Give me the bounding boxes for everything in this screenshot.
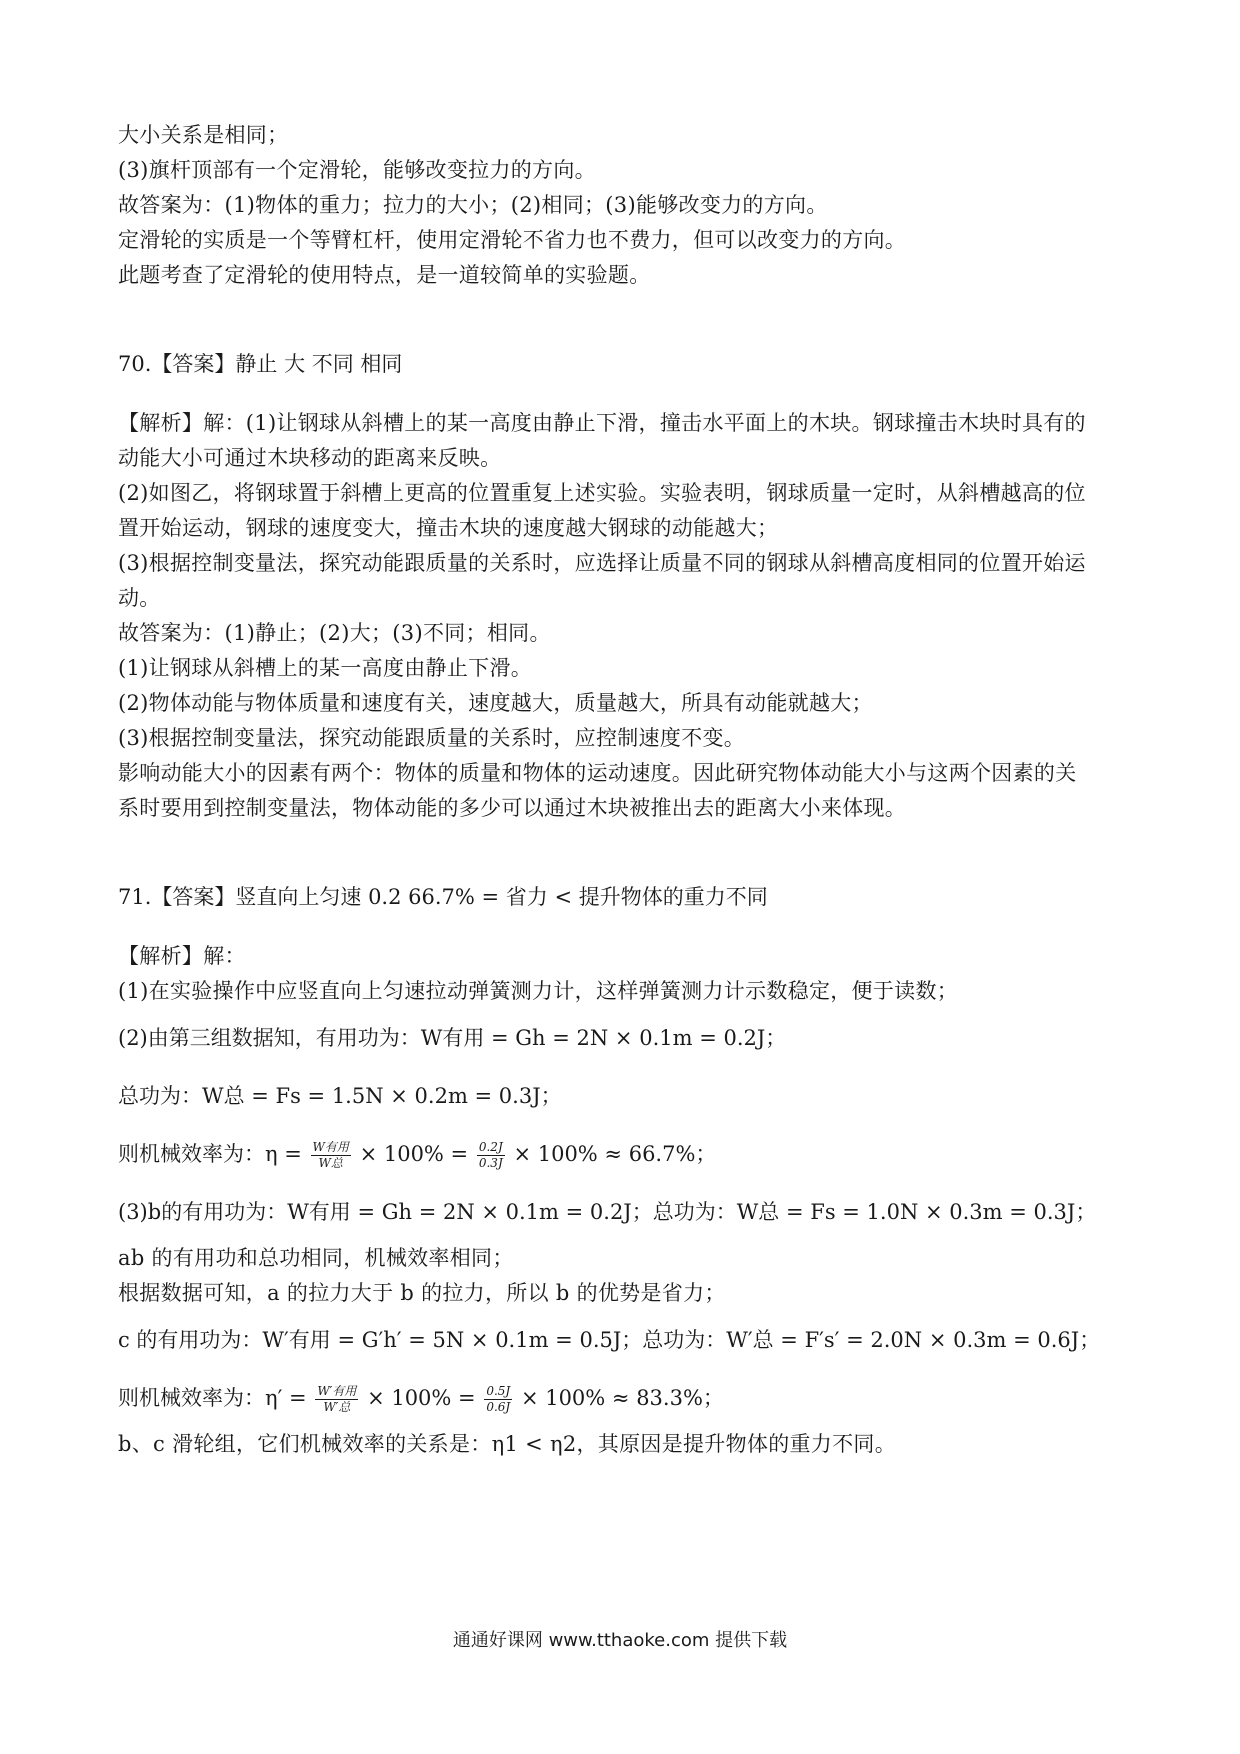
formula-middle: × 100% = (359, 1142, 469, 1166)
fraction-denominator: 0.3J (478, 1156, 503, 1170)
fraction-numerator: 0.2J (478, 1140, 503, 1154)
analysis-line: b、c 滑轮组，它们机械效率的关系是：η1 < η2，其原因是提升物体的重力不同。 (118, 1432, 897, 1456)
answer-71: 71.【答案】竖直向上匀速 0.2 66.7% = 省力 < 提升物体的重力不同 (118, 885, 768, 909)
fraction-numerator: 0.5J (486, 1384, 511, 1398)
text-line: (3)旗杆顶部有一个定滑轮，能够改变拉力的方向。 (118, 158, 596, 182)
formula-efficiency-c (118, 1369, 1128, 1427)
analysis-line: (3)根据控制变量法，探究动能跟质量的关系时，应控制速度不变。 (118, 726, 746, 750)
analysis-line: 动。 (118, 586, 161, 610)
fraction-denominator: 0.6J (486, 1400, 511, 1414)
fraction (315, 1384, 358, 1415)
page-footer: 通通好课网 www.tthaoke.com 提供下载 (452, 1630, 788, 1651)
analysis-heading: 【解析】解： (118, 944, 246, 968)
text-line: 故答案为：(1)物体的重力；拉力的大小；(2)相同；(3)能够改变力的方向。 (118, 193, 828, 217)
fraction-denominator: W′总 (323, 1400, 351, 1414)
analysis-line: (1)在实验操作中应竖直向上匀速拉动弹簧测力计，这样弹簧测力计示数稳定，便于读数； (118, 979, 959, 1003)
fraction-numerator: W有用 (312, 1140, 349, 1154)
analysis-line: 置开始运动，钢球的速度变大，撞击木块的速度越大钢球的动能越大； (118, 516, 779, 540)
analysis-line: 【解析】解：(1)让钢球从斜槽上的某一高度由静止下滑，撞击水平面上的木块。钢球撞击木块时具有的 (118, 411, 1086, 435)
fraction (311, 1140, 351, 1171)
analysis-line: ab 的有用功和总功相同，机械效率相同； (118, 1246, 514, 1270)
formula-total-work: 总功为：W总 = Fs = 1.5N × 0.2m = 0.3J； (118, 1084, 562, 1108)
fraction-denominator: W总 (318, 1156, 343, 1170)
analysis-line: (3)根据控制变量法，探究动能跟质量的关系时，应选择让质量不同的钢球从斜槽高度相同的位置开始运 (118, 551, 1086, 575)
formula-useful-work: (2)由第三组数据知，有用功为：W有用 = Gh = 2N × 0.1m = 0.2J； (118, 1026, 787, 1050)
analysis-line: 动能大小可通过木块移动的距离来反映。 (118, 446, 502, 470)
fraction-numerator: W′有用 (317, 1384, 357, 1398)
formula-suffix: × 100% ≈ 66.7%； (513, 1142, 717, 1166)
formula-middle: × 100% = (367, 1386, 476, 1410)
analysis-line: 影响动能大小的因素有两个：物体的质量和物体的运动速度。因此研究物体动能大小与这两个因素的关 (118, 761, 1077, 785)
document-body (118, 118, 1128, 1462)
formula-prefix: 则机械效率为：η′ = (118, 1386, 307, 1410)
formula-c-work: c 的有用功为：W′有用 = G′h′ = 5N × 0.1m = 0.5J；总功为：W′总 = F′s′ = 2.0N × 0.3m = 0.6J； (118, 1328, 1101, 1352)
formula-suffix: × 100% ≈ 83.3%； (520, 1386, 724, 1410)
fraction (477, 1140, 505, 1171)
analysis-line: (2)物体动能与物体质量和速度有关，速度越大，质量越大，所具有动能就越大； (118, 691, 873, 715)
formula-efficiency (118, 1125, 1128, 1183)
text-line: 大小关系是相同； (118, 123, 289, 147)
answer-70: 70.【答案】静止 大 不同 相同 (118, 352, 403, 376)
analysis-line: 系时要用到控制变量法，物体动能的多少可以通过木块被推出去的距离大小来体现。 (118, 796, 907, 820)
analysis-line: 根据数据可知，a 的拉力大于 b 的拉力，所以 b 的优势是省力； (118, 1281, 726, 1305)
formula-prefix: 则机械效率为：η = (118, 1142, 302, 1166)
formula-b-work: (3)b的有用功为：W有用 = Gh = 2N × 0.1m = 0.2J；总功为：W总 = Fs = 1.0N × 0.3m = 0.3J； (118, 1200, 1097, 1224)
analysis-line: 故答案为：(1)静止；(2)大；(3)不同；相同。 (118, 621, 551, 645)
analysis-line: (2)如图乙，将钢球置于斜槽上更高的位置重复上述实验。实验表明，钢球质量一定时，从斜槽越高的位 (118, 481, 1086, 505)
text-line: 定滑轮的实质是一个等臂杠杆，使用定滑轮不省力也不费力，但可以改变力的方向。 (118, 228, 907, 252)
fraction (484, 1384, 512, 1415)
text-line: 此题考查了定滑轮的使用特点，是一道较简单的实验题。 (118, 263, 651, 287)
analysis-line: (1)让钢球从斜槽上的某一高度由静止下滑。 (118, 656, 533, 680)
